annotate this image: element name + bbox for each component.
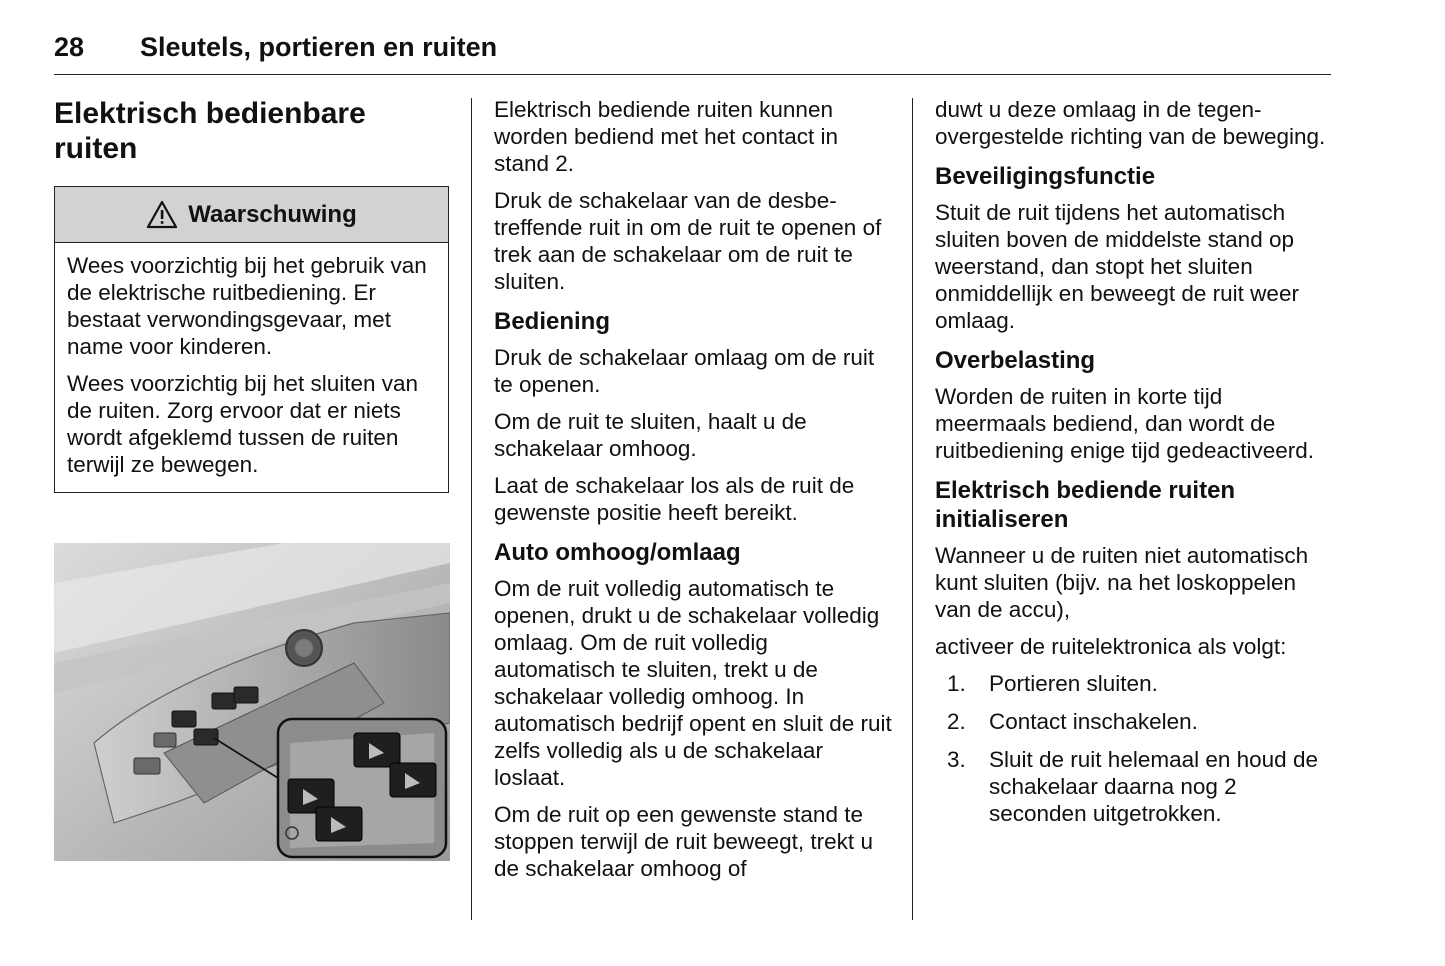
paragraph: Elektrisch bediende ruiten kunnen worden bediend met het contact in stand 2.: [494, 97, 838, 176]
column-middle: [494, 96, 892, 892]
list-item: [935, 670, 1331, 697]
steps-list: [935, 670, 1331, 827]
warning-paragraph: Wees voorzichtig bij het sluiten van de ruiten. Zorg ervoor dat er niets wordt afgeklemd tussen de ruiten terwijl ze bewegen.: [67, 371, 419, 477]
paragraph: Om de ruit volledig automatisch te openen, drukt u de schakelaar volledig omlaag. Om de ruit volledig automatisch te sluiten, trekt u de schakelaar volledig omhoog. In automatisch bedrijf opent en sluit de ruit zelfs volledig als u de schakelaar loslaat.: [494, 576, 892, 790]
step-number: 3.: [947, 747, 966, 772]
page-number: 28: [54, 32, 85, 62]
paragraph: Wanneer u de ruiten niet automatisch kunt sluiten (bijv. na het loskoppelen van de accu),: [935, 543, 1309, 622]
heading-initialiseren: Elektrisch bediende ruiten initialiseren: [935, 477, 1236, 533]
step-number: 1.: [947, 671, 966, 696]
paragraph: Druk de schakelaar omlaag om de ruit te openen.: [494, 345, 875, 397]
step-text: Portieren sluiten.: [989, 671, 1158, 696]
column-divider: [471, 98, 472, 920]
step-text: Contact inschakelen.: [989, 709, 1198, 734]
warning-triangle-icon: [146, 200, 178, 229]
heading-auto: Auto omhoog/omlaag: [494, 539, 741, 566]
warning-box: [54, 186, 449, 493]
paragraph: Stuit de ruit tijdens het automatisch sluiten boven de middelste stand op weerstand, dan stopt het sluiten onmiddellijk en beweegt de ruit weer omlaag.: [935, 200, 1299, 333]
paragraph: Worden de ruiten in korte tijd meermaals bediend, dan wordt de ruitbediening enige tijd gedeactiveerd.: [935, 384, 1315, 463]
paragraph: Om de ruit op een gewenste stand te stoppen terwijl de ruit beweegt, trekt u de schakelaar omhoog of: [494, 802, 873, 881]
column-divider: [912, 98, 913, 920]
warning-title: Waarschuwing: [188, 201, 357, 228]
paragraph: Druk de schakelaar van de desbetreffende ruit in om de ruit te openen of trek aan de schakelaar om de ruit te sluiten.: [494, 188, 882, 294]
paragraph: activeer de ruitelektronica als volgt:: [935, 634, 1287, 659]
warning-header: [55, 187, 448, 243]
list-item: [935, 746, 1331, 827]
warning-body: [55, 243, 448, 492]
paragraph: Om de ruit te sluiten, haalt u de schakelaar omhoog.: [494, 409, 807, 461]
paragraph: Laat de schakelaar los als de ruit de gewenste positie heeft bereikt.: [494, 473, 855, 525]
column-left: [54, 96, 450, 861]
section-title: Elektrisch bedienbare ruiten: [54, 97, 366, 165]
heading-overbelasting: Overbelasting: [935, 347, 1096, 374]
heading-bediening: Bediening: [494, 308, 611, 335]
heading-beveiliging: Beveiligingsfunctie: [935, 163, 1156, 190]
paragraph: duwt u deze omlaag in de tegenovergestelde richting van de beweging.: [935, 97, 1326, 149]
column-right: [935, 96, 1331, 838]
step-number: 2.: [947, 709, 966, 734]
page-header: [54, 30, 1331, 75]
list-item: [935, 708, 1331, 735]
warning-paragraph: Wees voorzichtig bij het gebruik van de elektrische ruitbediening. Er bestaat verwondingsgevaar, met name voor kinderen.: [67, 253, 427, 359]
chapter-title: Sleutels, portieren en ruiten: [140, 32, 498, 62]
window-switch-illustration: [54, 543, 450, 861]
step-text: Sluit de ruit helemaal en houd de schakelaar daarna nog 2 seconden uitgetrokken.: [989, 747, 1318, 826]
